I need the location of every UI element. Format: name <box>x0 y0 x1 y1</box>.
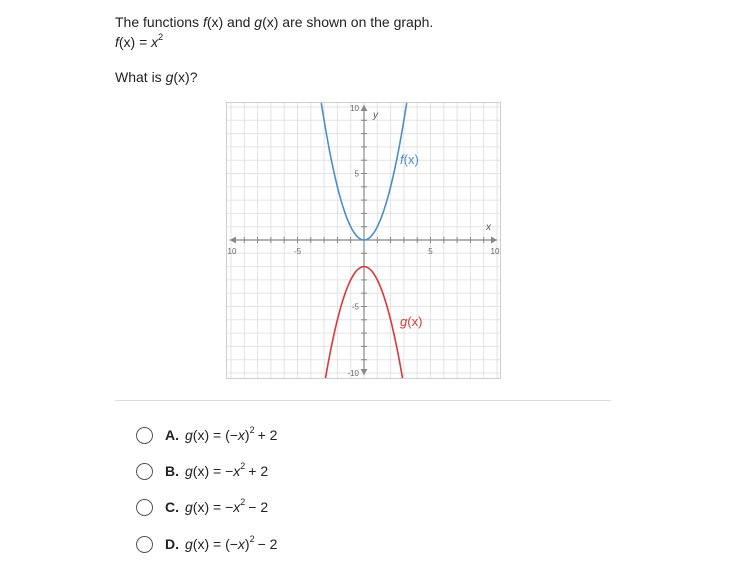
x-tick-label: 5 <box>428 247 433 256</box>
function-name-f: f <box>202 14 207 30</box>
function-name-g: g <box>185 499 193 515</box>
expression-part: (x) = (− <box>192 427 238 443</box>
function-arg: (x) <box>262 14 279 30</box>
choice-letter: B. <box>165 463 179 479</box>
variable-x: x <box>233 463 241 479</box>
exponent: 2 <box>249 534 255 545</box>
answer-choice-a[interactable] <box>136 424 277 446</box>
variable-x: x <box>237 427 245 443</box>
f-curve-label-arg: (x) <box>403 152 419 167</box>
y-tick-label: -5 <box>351 302 359 312</box>
g-curve-label <box>400 314 422 329</box>
answer-choice-b[interactable] <box>136 460 268 482</box>
expression-part: − 2 <box>257 536 278 552</box>
variable-x: x <box>237 536 245 552</box>
y-tick-label: -10 <box>347 369 359 378</box>
choice-letter: D. <box>165 536 179 552</box>
radio-button[interactable] <box>136 536 153 553</box>
radio-button[interactable] <box>136 427 153 444</box>
x-tick-label: 10 <box>490 247 500 256</box>
function-name-g: g <box>185 536 193 552</box>
f-curve-label <box>400 152 419 167</box>
question-text: The functions <box>115 14 203 30</box>
question-line-3 <box>115 69 198 86</box>
radio-button[interactable] <box>136 463 153 480</box>
variable-x: x <box>151 34 159 50</box>
function-arg: (x) <box>173 69 190 85</box>
expression-part: (x) = − <box>192 463 234 479</box>
function-name-g: g <box>254 14 263 30</box>
exponent: 2 <box>240 497 246 508</box>
function-graph <box>226 102 501 379</box>
y-axis-label: y <box>373 110 378 121</box>
choice-expression <box>185 427 277 443</box>
expression-part: (x) = − <box>192 499 234 515</box>
x-axis-label: x <box>486 222 491 233</box>
function-name-g: g <box>185 463 193 479</box>
y-tick-label: 10 <box>350 104 359 113</box>
expression-part: + 2 <box>248 463 269 479</box>
question-text: ? <box>189 69 198 85</box>
exponent: 2 <box>249 425 255 436</box>
x-tick-label: -5 <box>293 247 302 256</box>
expression-part: ) <box>244 536 250 552</box>
g-curve-label-name: g <box>400 314 408 329</box>
question-text: What is <box>115 69 166 85</box>
f-curve-label-name: f <box>400 152 404 167</box>
answer-choice-c[interactable] <box>136 496 268 518</box>
question-text: and <box>223 14 255 30</box>
choice-expression <box>185 499 268 515</box>
function-name-f: f <box>115 34 119 50</box>
exponent: 2 <box>158 32 164 43</box>
question-line-2 <box>115 34 163 51</box>
choice-expression <box>185 463 268 479</box>
question-line-1 <box>115 14 433 31</box>
g-curve-label-arg: (x) <box>407 314 423 329</box>
choice-letter: C. <box>165 499 179 515</box>
y-tick-label: 5 <box>354 169 359 179</box>
function-definition: (x) = <box>118 34 152 50</box>
radio-button[interactable] <box>136 499 153 516</box>
choice-expression <box>185 536 277 552</box>
expression-part: ) <box>244 427 250 443</box>
function-name-g: g <box>165 69 174 85</box>
expression-part: (x) = (− <box>192 536 238 552</box>
function-arg: (x) <box>206 14 224 30</box>
exponent: 2 <box>240 461 246 472</box>
divider <box>115 400 611 401</box>
expression-part: − 2 <box>248 499 269 515</box>
expression-part: + 2 <box>257 427 278 443</box>
answer-choice-d[interactable] <box>136 533 277 555</box>
function-name-g: g <box>185 427 193 443</box>
x-tick-label: 10 <box>227 247 237 256</box>
variable-x: x <box>233 499 241 515</box>
question-text: are shown on the graph. <box>278 14 434 30</box>
choice-letter: A. <box>165 427 179 443</box>
